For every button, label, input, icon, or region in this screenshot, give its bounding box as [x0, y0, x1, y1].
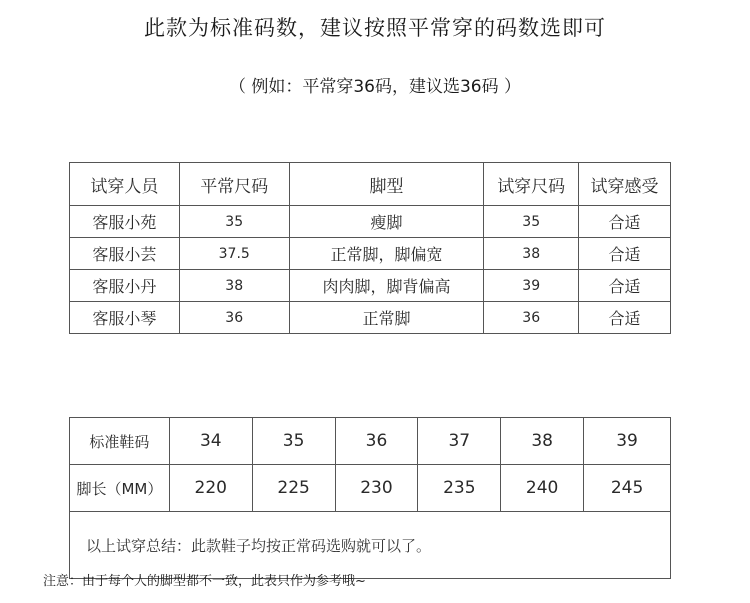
size-cell: 34	[169, 418, 252, 465]
header-usual-size: 平常尺码	[179, 163, 289, 206]
length-cell: 225	[252, 465, 335, 512]
table-row	[70, 238, 671, 270]
tryon-table	[69, 162, 671, 334]
size-cell: 37	[418, 418, 501, 465]
usual-size: 38	[179, 270, 289, 302]
header-foot-type: 脚型	[289, 163, 484, 206]
reference-note: 注意：由于每个人的脚型都不一致，此表只作为参考哦~	[43, 574, 366, 589]
header-feeling: 试穿感受	[579, 163, 671, 206]
feeling: 合适	[579, 238, 671, 270]
tried-size: 35	[484, 206, 579, 238]
length-cell: 245	[584, 465, 671, 512]
size-table	[69, 417, 671, 579]
table-row	[70, 302, 671, 334]
size-cell: 38	[501, 418, 584, 465]
tryon-header-row	[70, 163, 671, 206]
foot-length-row-label: 脚长（MM）	[70, 465, 170, 512]
tester-name: 客服小苑	[70, 206, 180, 238]
size-cell: 35	[252, 418, 335, 465]
tried-size: 36	[484, 302, 579, 334]
tryon-summary: 以上试穿总结：此款鞋子均按正常码选购就可以了。	[70, 512, 671, 579]
feeling: 合适	[579, 206, 671, 238]
table-row	[70, 206, 671, 238]
tried-size: 39	[484, 270, 579, 302]
foot-type: 正常脚	[289, 302, 484, 334]
tried-size: 38	[484, 238, 579, 270]
tester-name: 客服小琴	[70, 302, 180, 334]
size-cell: 39	[584, 418, 671, 465]
table-row	[70, 270, 671, 302]
foot-type: 正常脚，脚偏宽	[289, 238, 484, 270]
foot-length-row	[70, 465, 671, 512]
tester-name: 客服小丹	[70, 270, 180, 302]
feeling: 合适	[579, 270, 671, 302]
summary-row	[70, 512, 671, 579]
page-subtitle: （ 例如：平常穿36码，建议选36码 ）	[228, 77, 522, 97]
tester-name: 客服小芸	[70, 238, 180, 270]
usual-size: 36	[179, 302, 289, 334]
length-cell: 235	[418, 465, 501, 512]
usual-size: 35	[179, 206, 289, 238]
size-cell: 36	[335, 418, 418, 465]
length-cell: 220	[169, 465, 252, 512]
page-title: 此款为标准码数，建议按照平常穿的码数选即可	[144, 16, 606, 40]
size-row	[70, 418, 671, 465]
feeling: 合适	[579, 302, 671, 334]
foot-type: 瘦脚	[289, 206, 484, 238]
header-tried-size: 试穿尺码	[484, 163, 579, 206]
length-cell: 230	[335, 465, 418, 512]
length-cell: 240	[501, 465, 584, 512]
foot-type: 肉肉脚，脚背偏高	[289, 270, 484, 302]
header-tester: 试穿人员	[70, 163, 180, 206]
size-row-label: 标准鞋码	[70, 418, 170, 465]
usual-size: 37.5	[179, 238, 289, 270]
